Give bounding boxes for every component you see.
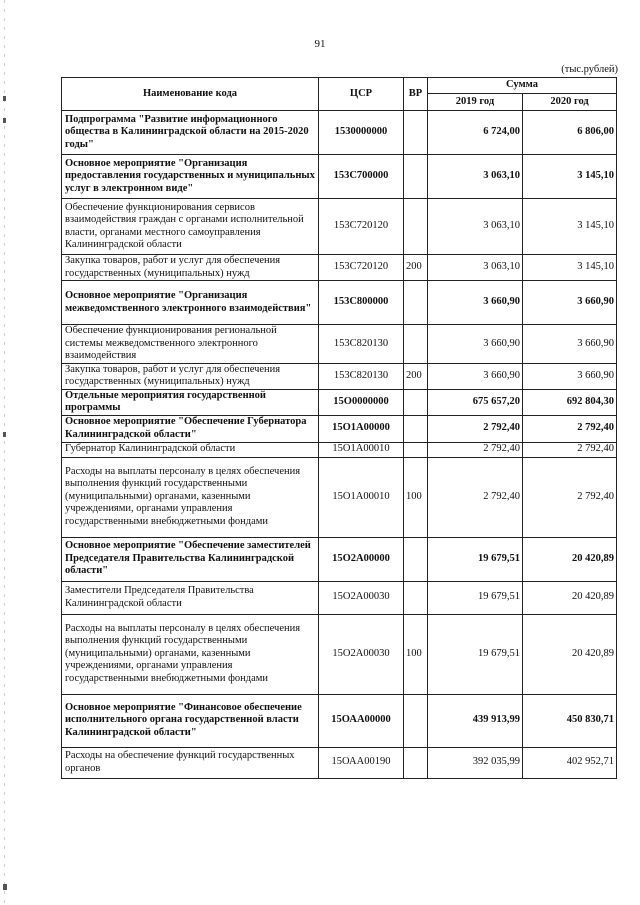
header-name: Наименование кода	[62, 78, 319, 111]
table-row	[62, 199, 617, 255]
cell-2020: 20 420,89	[523, 537, 617, 581]
table-row	[62, 442, 617, 457]
cell-2019: 19 679,51	[428, 581, 523, 614]
table-row	[62, 111, 617, 155]
cell-name: Заместители Председателя Правительства Калининградской области	[62, 581, 319, 614]
cell-name: Подпрограмма "Развитие информационного общества в Калининградской области на 2015-2020 годы"	[62, 111, 319, 155]
cell-vr	[404, 155, 428, 199]
scan-mark	[3, 432, 6, 437]
cell-2019: 3 660,90	[428, 325, 523, 364]
cell-vr: 100	[404, 457, 428, 537]
cell-name: Основное мероприятие "Организация межведомственного электронного взаимодействия"	[62, 281, 319, 325]
cell-vr	[404, 199, 428, 255]
cell-2019: 392 035,99	[428, 747, 523, 778]
table-row	[62, 255, 617, 281]
cell-name: Расходы на выплаты персоналу в целях обеспечения выполнения функций государственными (муниципальными) органами, казенными учреждениями, органами управления государственными внебюджетными фондами	[62, 457, 319, 537]
cell-csr: 153С820130	[319, 325, 404, 364]
table-row	[62, 363, 617, 389]
cell-2020: 3 660,90	[523, 363, 617, 389]
cell-name: Расходы на выплаты персоналу в целях обеспечения выполнения функций государственными (муниципальными) органами, казенными учреждениями, органами управления государственными внебюджетными фондами	[62, 614, 319, 694]
cell-csr: 15О1А00000	[319, 415, 404, 442]
cell-2020: 2 792,40	[523, 442, 617, 457]
cell-csr: 15О2А00030	[319, 581, 404, 614]
cell-csr: 153С820130	[319, 363, 404, 389]
cell-csr: 153С700000	[319, 155, 404, 199]
table-row	[62, 415, 617, 442]
cell-csr: 15ОАА00000	[319, 694, 404, 747]
scan-mark	[3, 96, 6, 101]
cell-name: Обеспечение функционирования региональной системы межведомственного электронного взаимодействия	[62, 325, 319, 364]
cell-2019: 2 792,40	[428, 442, 523, 457]
header-vr: ВР	[404, 78, 428, 111]
table-row	[62, 694, 617, 747]
scan-mark	[3, 118, 6, 123]
cell-vr	[404, 747, 428, 778]
cell-name: Обеспечение функционирования сервисов взаимодействия граждан с органами исполнительной власти, органами местного самоуправления Калининградской области	[62, 199, 319, 255]
cell-vr: 200	[404, 363, 428, 389]
table-body	[62, 111, 617, 779]
cell-2019: 19 679,51	[428, 614, 523, 694]
scan-edge-line	[4, 0, 5, 905]
cell-csr: 15О2А00030	[319, 614, 404, 694]
table-row	[62, 325, 617, 364]
cell-2019: 3 063,10	[428, 199, 523, 255]
table-row	[62, 747, 617, 778]
cell-name: Отдельные мероприятия государственной программы	[62, 389, 319, 415]
scan-mark	[3, 884, 7, 890]
table-row	[62, 614, 617, 694]
cell-2019: 3 063,10	[428, 155, 523, 199]
cell-vr	[404, 415, 428, 442]
cell-vr	[404, 694, 428, 747]
cell-vr	[404, 581, 428, 614]
cell-vr: 100	[404, 614, 428, 694]
table-row	[62, 389, 617, 415]
cell-2020: 6 806,00	[523, 111, 617, 155]
cell-name: Расходы на обеспечение функций государственных органов	[62, 747, 319, 778]
cell-2019: 2 792,40	[428, 457, 523, 537]
cell-name: Закупка товаров, работ и услуг для обеспечения государственных (муниципальных) нужд	[62, 363, 319, 389]
cell-2020: 3 145,10	[523, 255, 617, 281]
cell-name: Основное мероприятие "Обеспечение заместителей Председателя Правительства Калининградской области"	[62, 537, 319, 581]
cell-2019: 2 792,40	[428, 415, 523, 442]
table-row	[62, 581, 617, 614]
cell-csr: 15О1А00010	[319, 457, 404, 537]
cell-name: Губернатор Калининградской области	[62, 442, 319, 457]
table-row	[62, 281, 617, 325]
cell-2020: 3 145,10	[523, 199, 617, 255]
units-label: (тыс.рублей)	[561, 64, 618, 75]
cell-2019: 6 724,00	[428, 111, 523, 155]
cell-2020: 450 830,71	[523, 694, 617, 747]
cell-csr: 15О0000000	[319, 389, 404, 415]
cell-2020: 402 952,71	[523, 747, 617, 778]
table-row	[62, 457, 617, 537]
header-csr: ЦСР	[319, 78, 404, 111]
cell-csr: 153С800000	[319, 281, 404, 325]
cell-csr: 15О2А00000	[319, 537, 404, 581]
cell-csr: 153С720120	[319, 255, 404, 281]
table-row	[62, 537, 617, 581]
cell-csr: 15ОАА00190	[319, 747, 404, 778]
cell-2020: 3 660,90	[523, 325, 617, 364]
cell-2020: 2 792,40	[523, 457, 617, 537]
cell-2020: 20 420,89	[523, 581, 617, 614]
cell-2020: 2 792,40	[523, 415, 617, 442]
cell-2019: 675 657,20	[428, 389, 523, 415]
cell-vr	[404, 389, 428, 415]
cell-csr: 153С720120	[319, 199, 404, 255]
cell-2019: 3 660,90	[428, 281, 523, 325]
cell-vr	[404, 442, 428, 457]
budget-table	[61, 77, 617, 779]
cell-vr	[404, 111, 428, 155]
cell-2020: 692 804,30	[523, 389, 617, 415]
cell-name: Закупка товаров, работ и услуг для обеспечения государственных (муниципальных) нужд	[62, 255, 319, 281]
table-row	[62, 155, 617, 199]
cell-2020: 3 660,90	[523, 281, 617, 325]
page-number: 91	[314, 38, 326, 50]
cell-csr: 1530000000	[319, 111, 404, 155]
cell-vr	[404, 537, 428, 581]
cell-csr: 15О1А00010	[319, 442, 404, 457]
header-sum: Сумма	[428, 78, 617, 94]
cell-2019: 3 660,90	[428, 363, 523, 389]
cell-name: Основное мероприятие "Организация предоставления государственных и муниципальных услуг в электронном виде"	[62, 155, 319, 199]
cell-vr: 200	[404, 255, 428, 281]
cell-name: Основное мероприятие "Обеспечение Губернатора Калининградской области"	[62, 415, 319, 442]
cell-name: Основное мероприятие "Финансовое обеспечение исполнительного органа государственной власти Калининградской области"	[62, 694, 319, 747]
cell-2020: 3 145,10	[523, 155, 617, 199]
cell-2019: 3 063,10	[428, 255, 523, 281]
header-year-2020: 2020 год	[523, 94, 617, 111]
header-year-2019: 2019 год	[428, 94, 523, 111]
cell-2019: 439 913,99	[428, 694, 523, 747]
cell-2020: 20 420,89	[523, 614, 617, 694]
cell-vr	[404, 281, 428, 325]
cell-vr	[404, 325, 428, 364]
cell-2019: 19 679,51	[428, 537, 523, 581]
